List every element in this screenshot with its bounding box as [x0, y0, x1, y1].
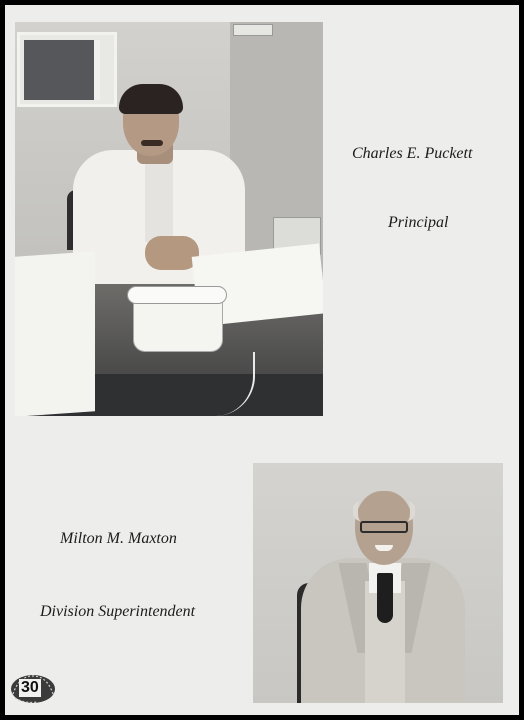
- principal-mustache: [141, 140, 163, 146]
- principal-hands: [145, 236, 199, 270]
- principal-collar: [145, 152, 173, 242]
- superintendent-photo: [253, 463, 503, 703]
- telephone-handset: [127, 286, 227, 304]
- principal-hair: [119, 84, 183, 114]
- principal-name: Charles E. Puckett: [352, 145, 473, 162]
- principal-title: Principal: [388, 214, 449, 231]
- wall-sign: [233, 24, 273, 36]
- superintendent-tie: [377, 573, 393, 623]
- window-glass: [24, 40, 100, 100]
- principal-photo: [15, 22, 323, 416]
- superintendent-title: Division Superintendent: [40, 603, 196, 620]
- papers-stack-left: [15, 251, 95, 416]
- yearbook-page: [5, 5, 519, 715]
- page-number: 30: [21, 679, 39, 696]
- page-number-badge: [9, 672, 57, 706]
- superintendent-hair: [353, 501, 415, 521]
- superintendent-name: Milton M. Maxton: [60, 530, 177, 547]
- office-window: [17, 32, 117, 107]
- superintendent-glasses: [360, 521, 408, 533]
